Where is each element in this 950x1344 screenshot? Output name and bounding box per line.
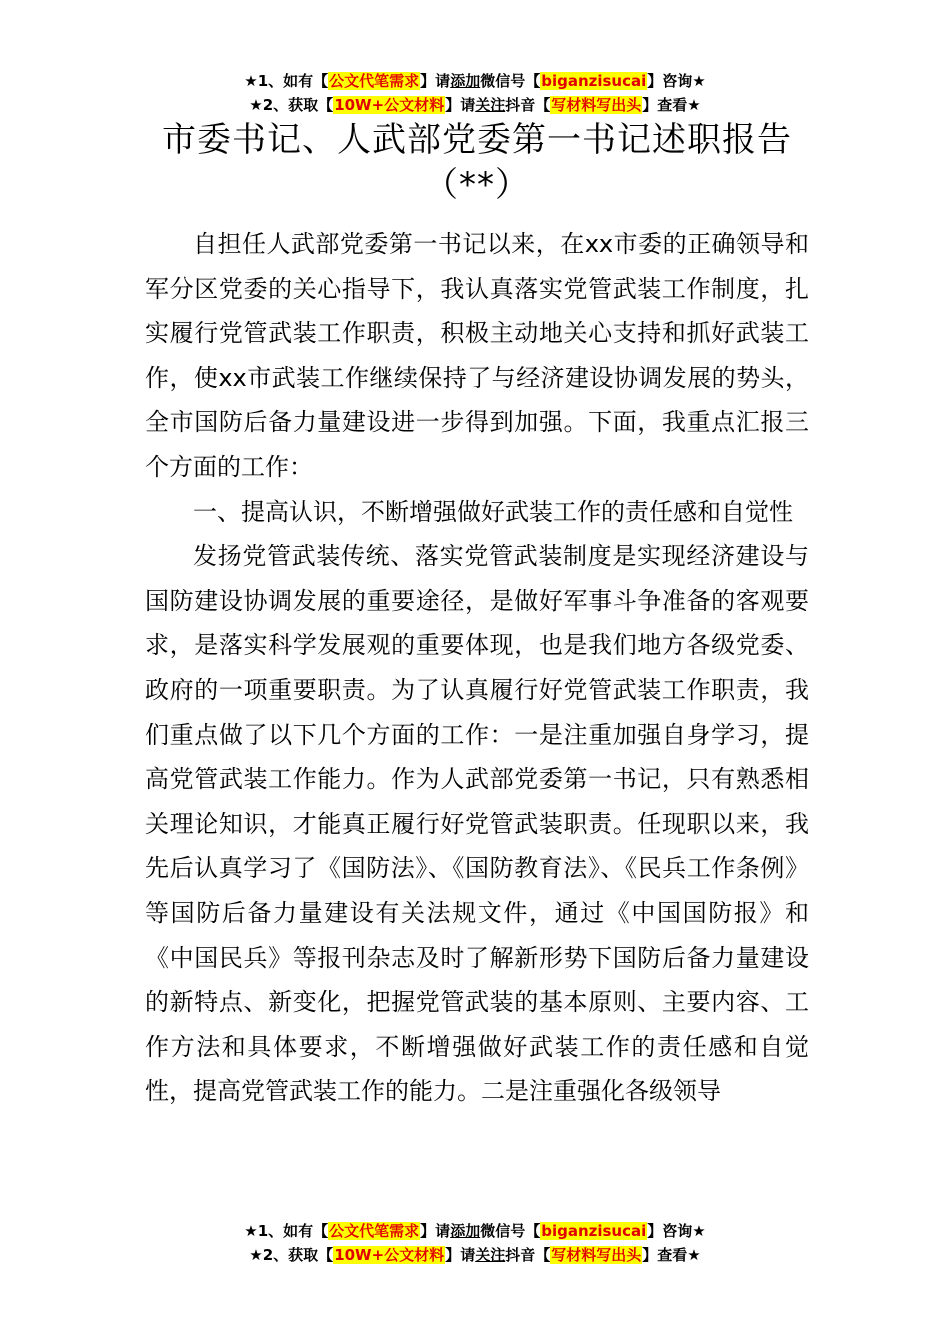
promo-underline: 关注 (475, 1246, 506, 1264)
promo-highlight: 写材料写出头 (551, 1246, 642, 1264)
promo-line-1 (0, 1219, 950, 1243)
promo-underline: 关注 (475, 96, 506, 114)
document-title: 市委书记、人武部党委第一书记述职报告（**） (162, 120, 792, 205)
promo-text: 】查看★ (642, 96, 701, 114)
promo-text: ★2、获取【 (249, 1246, 334, 1264)
footer-promo (0, 1219, 950, 1267)
promo-text: 】请 (445, 1246, 476, 1264)
promo-text: 】请 (420, 1222, 451, 1240)
promo-text: ★1、如有【 (244, 72, 329, 90)
promo-line-2 (0, 93, 950, 117)
promo-text: ★1、如有【 (244, 1222, 329, 1240)
promo-text: 抖音【 (505, 1246, 551, 1264)
promo-text: 】请 (445, 96, 476, 114)
promo-highlight: 公文代笔需求 (329, 72, 420, 90)
promo-highlight: 公文代笔需求 (329, 1222, 420, 1240)
promo-highlight: biganzisucai (541, 1222, 647, 1240)
promo-line-1 (0, 69, 950, 93)
promo-text: 微信号【 (480, 1222, 541, 1240)
section-heading-1: 一、提高认识，不断增强做好武装工作的责任感和自觉性 (193, 497, 793, 526)
promo-highlight: 10W+公文材料 (334, 1246, 445, 1264)
promo-underline: 添加 (450, 1222, 481, 1240)
promo-text: 抖音【 (505, 96, 551, 114)
promo-text: 】咨询★ (647, 1222, 706, 1240)
document-body (145, 118, 809, 1114)
promo-text: 微信号【 (480, 72, 541, 90)
promo-line-2 (0, 1243, 950, 1267)
promo-text: 】查看★ (642, 1246, 701, 1264)
promo-text: 】咨询★ (647, 72, 706, 90)
paragraph-body: 发扬党管武装传统、落实党管武装制度是实现经济建设与国防建设协调发展的重要途径，是做好军事斗争准备的客观要求，是落实科学发展观的重要体现，也是我们地方各级党委、政府的一项重要职责。为了认真履行好党管武装工作职责，我们重点做了以下几个方面的工作：一是注重加强自身学习，提高党管武装工作能力。作为人武部党委第一书记，只有熟悉相关理论知识，才能真正履行好党管武装职责。任现职以来，我先后认真学习了《国防法》、《国防教育法》、《民兵工作条例》等国防后备力量建设有关法规文件，通过《中国国防报》和《中国民兵》等报刊杂志及时了解新形势下国防后备力量建设的新特点、新变化，把握党管武装的基本原则、主要内容、工作方法和具体要求，不断增强做好武装工作的责任感和自觉性，提高党管武装工作的能力。二是注重强化各级领导 (145, 542, 809, 1106)
promo-text: 】请 (420, 72, 451, 90)
promo-highlight: 10W+公文材料 (334, 96, 445, 114)
paragraph-intro: 自担任人武部党委第一书记以来，在xx市委的正确领导和军分区党委的关心指导下，我认真落实党管武装工作制度，扎实履行党管武装工作职责，积极主动地关心支持和抓好武装工作，使xx市武装工作继续保持了与经济建设协调发展的势头，全市国防后备力量建设进一步得到加强。下面，我重点汇报三个方面的工作： (145, 230, 809, 481)
promo-highlight: 写材料写出头 (551, 96, 642, 114)
promo-text: ★2、获取【 (249, 96, 334, 114)
promo-highlight: biganzisucai (541, 72, 647, 90)
promo-underline: 添加 (450, 72, 481, 90)
header-promo (0, 69, 950, 117)
